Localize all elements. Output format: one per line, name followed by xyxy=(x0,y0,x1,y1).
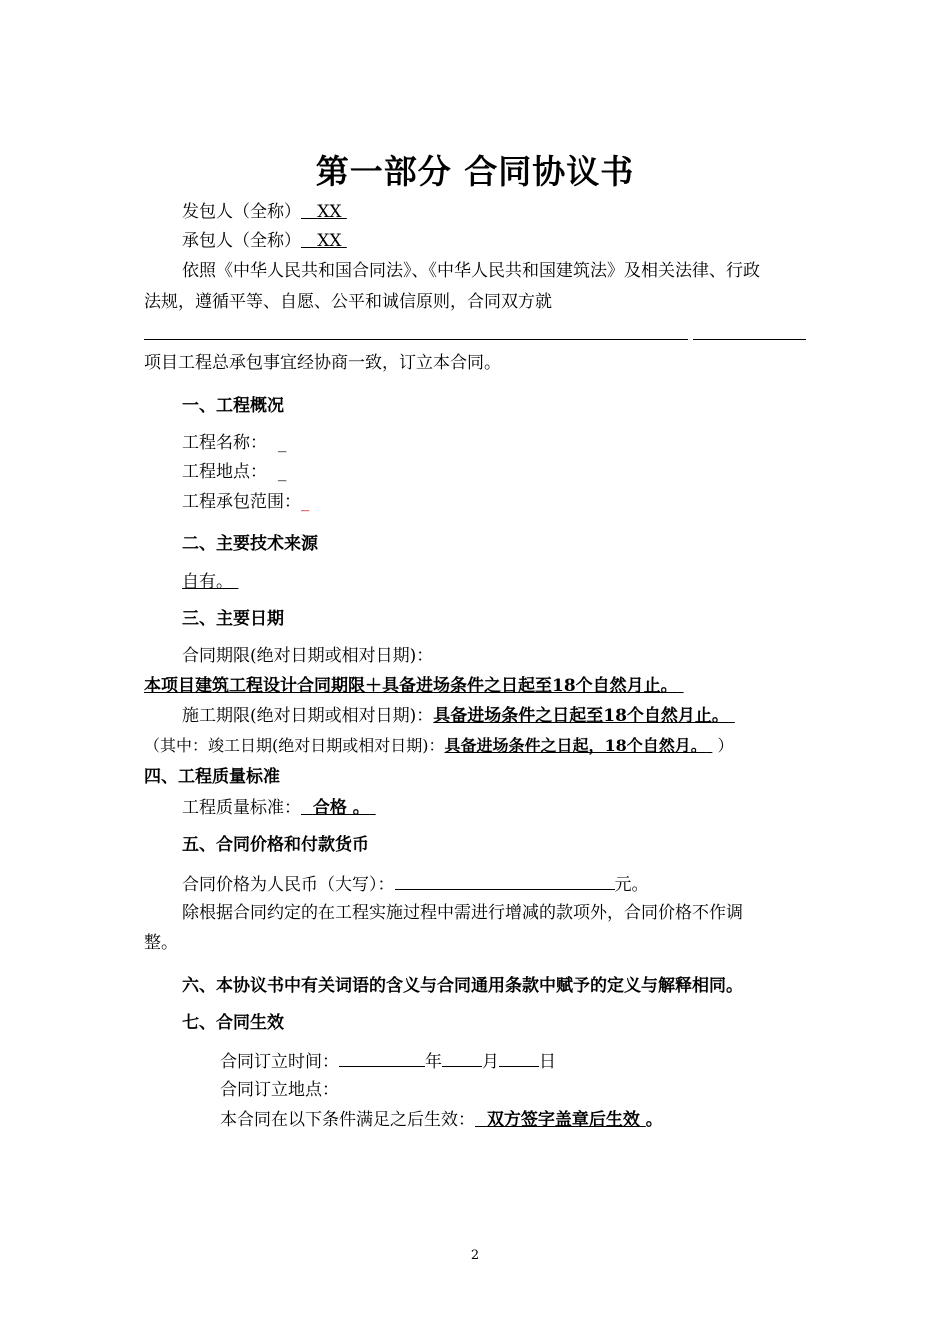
project-scope-label: 工程承包范围： xyxy=(182,492,301,512)
contractor-value: XX xyxy=(317,231,342,251)
effective-condition-label: 本合同在以下条件满足之后生效： xyxy=(220,1110,475,1130)
project-name-line xyxy=(182,432,286,454)
signing-month-blank xyxy=(442,1049,482,1067)
section-6-heading: 六、本协议书中有关词语的含义与合同通用条款中赋予的定义与解释相同。 xyxy=(182,976,743,996)
day-label: 日 xyxy=(539,1052,556,1072)
project-name-value: _ xyxy=(277,433,287,453)
contract-term-line xyxy=(144,675,684,697)
contract-price-unit: 元。 xyxy=(614,875,649,895)
quality-standard-label: 工程质量标准： xyxy=(182,798,301,818)
effective-condition-value: 双方签字盖章后生效 xyxy=(486,1110,640,1130)
intro-line-2: 法规，遵循平等、自愿、公平和诚信原则，合同双方就 xyxy=(144,292,552,312)
intro-line-1: 依照《中华人民共和国合同法》、《中华人民共和国建筑法》及相关法律、行政 xyxy=(182,261,760,281)
project-name-blank xyxy=(144,339,688,340)
contract-term-value: 本项目建筑工程设计合同期限＋具备进场条件之日起至18个自然月止。 xyxy=(144,676,678,696)
tech-source-value: 自有。 xyxy=(182,572,233,592)
signing-year-blank xyxy=(339,1049,425,1067)
tech-source-line xyxy=(182,571,238,593)
construction-term-line xyxy=(182,705,735,727)
effective-condition-end: 。 xyxy=(645,1110,663,1130)
project-location-value: _ xyxy=(277,462,287,482)
section-2-heading: 二、主要技术来源 xyxy=(182,534,318,554)
price-note-line-1: 除根据合同约定的在工程实施过程中需进行增减的款项外，合同价格不作调 xyxy=(182,903,743,923)
section-4-heading: 四、工程质量标准 xyxy=(144,767,280,787)
price-note-line-2: 整。 xyxy=(144,933,178,953)
effective-condition-line xyxy=(220,1109,663,1131)
contract-term-label: 合同期限(绝对日期或相对日期)： xyxy=(182,646,434,666)
project-scope-line xyxy=(182,491,310,513)
intro-line-3: 项目工程总承包事宜经协商一致，订立本合同。 xyxy=(144,353,501,373)
completion-date-value: 具备进场条件之日起，18个自然月。 xyxy=(444,736,707,755)
quality-standard-line xyxy=(182,797,376,819)
signing-time-label: 合同订立时间： xyxy=(220,1052,339,1072)
signing-place-label: 合同订立地点： xyxy=(220,1080,339,1100)
contract-price-line xyxy=(182,872,649,896)
section-7-heading: 七、合同生效 xyxy=(182,1013,284,1033)
employer-label: 发包人（全称） xyxy=(182,202,301,222)
completion-date-suffix: ） xyxy=(717,736,734,755)
quality-standard-value: 合格 。 xyxy=(312,798,370,818)
contract-price-label: 合同价格为人民币（大写）： xyxy=(182,875,395,895)
section-5-heading: 五、合同价格和付款货币 xyxy=(182,835,369,855)
employer-value: XX xyxy=(317,202,342,222)
completion-date-line xyxy=(144,735,733,757)
project-location-line xyxy=(182,461,286,483)
page-title: 第一部分 合同协议书 xyxy=(315,152,635,191)
completion-date-prefix: （其中：竣工日期(绝对日期或相对日期)： xyxy=(144,736,445,755)
signing-time-line xyxy=(220,1049,556,1073)
contractor-label: 承包人（全称） xyxy=(182,231,301,251)
contractor-line xyxy=(182,230,347,252)
month-label: 月 xyxy=(482,1052,499,1072)
project-scope-value: _ xyxy=(301,492,310,512)
construction-term-value: 具备进场条件之日起至18个自然月止。 xyxy=(433,706,729,726)
signing-day-blank xyxy=(499,1049,539,1067)
project-name-label: 工程名称： xyxy=(182,433,267,453)
employer-line xyxy=(182,201,347,223)
contract-price-blank xyxy=(395,872,615,890)
project-name-blank-2 xyxy=(693,339,806,340)
page-number: 2 xyxy=(470,1248,480,1263)
year-label: 年 xyxy=(425,1052,442,1072)
section-1-heading: 一、工程概况 xyxy=(182,396,284,416)
section-3-heading: 三、主要日期 xyxy=(182,609,284,629)
project-location-label: 工程地点： xyxy=(182,462,267,482)
construction-term-label: 施工期限(绝对日期或相对日期)： xyxy=(182,706,434,726)
